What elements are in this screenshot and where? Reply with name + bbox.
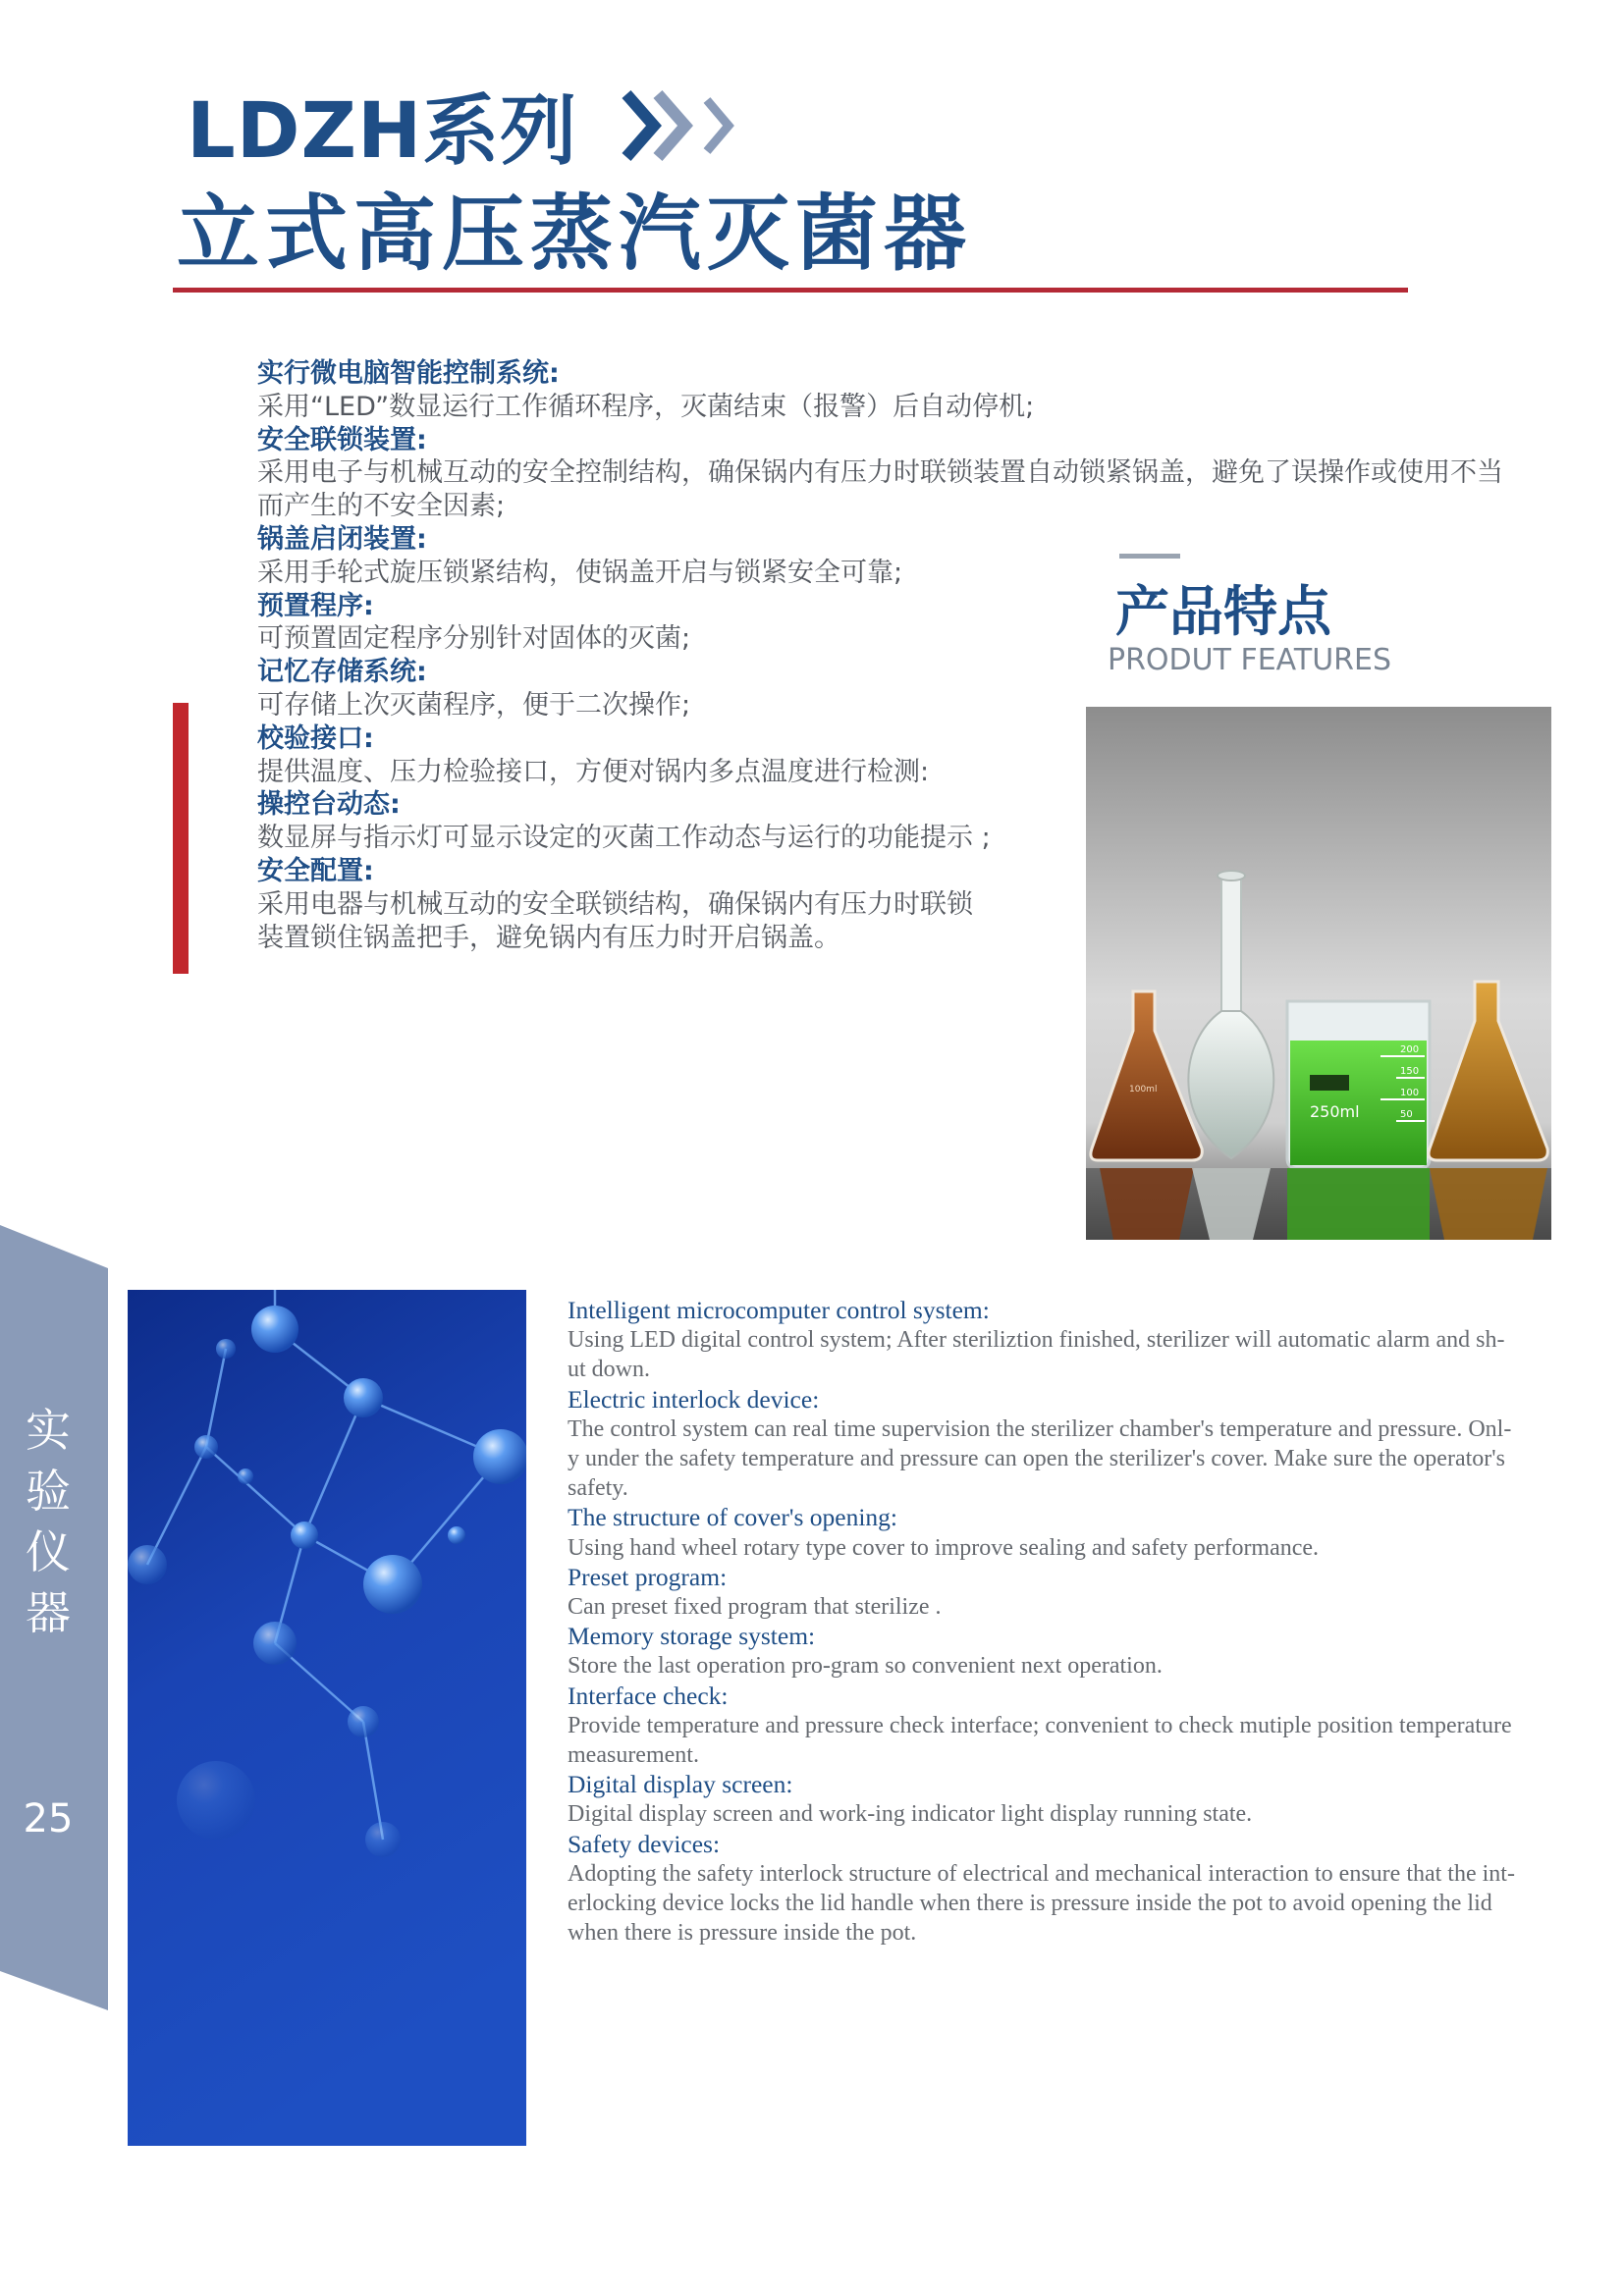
features-en xyxy=(568,1296,1579,1948)
feature-heading: 校验接口: xyxy=(257,722,374,754)
page-title: 立式高压蒸汽灭菌器 xyxy=(177,186,973,282)
lab-glassware-photo xyxy=(1086,707,1551,1240)
svg-text:50: 50 xyxy=(1400,1109,1413,1120)
feature-heading: 记忆存储系统: xyxy=(257,657,427,688)
feature-text: The control system can real time supervision the sterilizer chamber's temperature and pressure. Onl- xyxy=(568,1415,1512,1442)
feature-text: y under the safety temperature and pressure can open the sterilizer's cover. Make sure the operator's xyxy=(568,1446,1505,1472)
feature-heading: Interface check: xyxy=(568,1681,729,1710)
svg-text:200: 200 xyxy=(1400,1044,1420,1055)
feature-text: Using hand wheel rotary type cover to improve sealing and safety performance. xyxy=(568,1534,1320,1561)
feature-text: Provide temperature and pressure check interface; convenient to check mutiple position temperature xyxy=(568,1712,1512,1738)
feature-heading: Digital display screen: xyxy=(568,1770,793,1799)
feature-heading: Safety devices: xyxy=(568,1829,721,1858)
double-chevron-right-icon xyxy=(619,86,746,165)
section-title-en: PRODUT FEATURES xyxy=(1108,643,1391,677)
category-label xyxy=(0,1400,96,1643)
feature-heading: Electric interlock device: xyxy=(568,1384,820,1414)
feature-text: Using LED digital control system; After steriliztion finished, sterilizer will automatic alarm and sh- xyxy=(568,1327,1505,1354)
feature-text: 采用“LED”数显运行工作循环程序，灭菌结束（报警）后自动停机; xyxy=(257,391,1035,422)
series-label: LDZH系列 xyxy=(187,87,578,176)
feature-text: Digital display screen and work-ing indicator light display running state. xyxy=(568,1801,1253,1828)
feature-text: 采用手轮式旋压锁紧结构，使锅盖开启与锁紧安全可靠; xyxy=(257,557,903,588)
feature-text: 装置锁住锅盖把手，避免锅内有压力时开启锅盖。 xyxy=(257,922,840,953)
flask-label-small: 100ml xyxy=(1129,1085,1158,1095)
feature-heading: Memory storage system: xyxy=(568,1622,816,1651)
feature-text: 采用电器与机械互动的安全联锁结构，确保锅内有压力时联锁 xyxy=(257,888,973,920)
series-title xyxy=(187,86,746,176)
feature-text: 而产生的不安全因素; xyxy=(257,491,506,522)
feature-text: erlocking device locks the lid handle when there is pressure inside the pot to avoid opening the lid xyxy=(568,1891,1492,1917)
red-accent-bar xyxy=(173,703,189,974)
feature-heading: 操控台动态: xyxy=(257,789,401,821)
feature-text: 提供温度、压力检验接口，方便对锅内多点温度进行检测: xyxy=(257,756,930,787)
beaker-volume-label: 250ml xyxy=(1310,1102,1360,1121)
category-char: 器 xyxy=(26,1586,71,1639)
section-dash xyxy=(1119,554,1180,559)
feature-text: when there is pressure inside the pot. xyxy=(568,1920,917,1947)
feature-heading: Preset program: xyxy=(568,1562,728,1591)
feature-text: safety. xyxy=(568,1475,628,1502)
category-char: 仪 xyxy=(26,1525,71,1578)
molecule-background-image xyxy=(128,1290,526,2146)
category-char: 验 xyxy=(26,1465,71,1518)
section-title-cn: 产品特点 xyxy=(1115,580,1332,643)
svg-text:150: 150 xyxy=(1400,1066,1420,1077)
svg-text:100: 100 xyxy=(1400,1088,1420,1098)
feature-heading: 实行微电脑智能控制系统: xyxy=(257,358,560,389)
feature-text: Store the last operation pro-gram so convenient next operation. xyxy=(568,1653,1163,1680)
feature-text: 可存储上次灭菌程序，便于二次操作; xyxy=(257,689,691,721)
feature-heading: 安全联锁装置: xyxy=(257,424,427,455)
feature-text: Adopting the safety interlock structure of electrical and mechanical interaction to ensure that the int- xyxy=(568,1860,1515,1887)
feature-heading: 锅盖启闭装置: xyxy=(257,523,427,555)
feature-text: 数显屏与指示灯可显示设定的灭菌工作动态与运行的功能提示 ; xyxy=(257,823,991,854)
feature-text: Can preset fixed program that sterilize . xyxy=(568,1594,942,1621)
feature-text: 采用电子与机械互动的安全控制结构，确保锅内有压力时联锁装置自动锁紧锅盖，避免了误操作或使用不当 xyxy=(257,457,1503,489)
feature-text: measurement. xyxy=(568,1742,699,1769)
feature-heading: Intelligent microcomputer control system: xyxy=(568,1296,990,1324)
feature-text: ut down. xyxy=(568,1357,650,1383)
volumetric-flask-neck xyxy=(1221,874,1241,1016)
feature-heading: 安全配置: xyxy=(257,855,374,886)
category-char: 实 xyxy=(26,1404,71,1457)
title-underline xyxy=(173,288,1408,293)
feature-text: 可预置固定程序分别针对固体的灭菌; xyxy=(257,623,691,655)
feature-heading: 预置程序: xyxy=(257,590,374,621)
feature-heading: The structure of cover's opening: xyxy=(568,1503,897,1532)
page-number: 25 xyxy=(23,1796,74,1842)
